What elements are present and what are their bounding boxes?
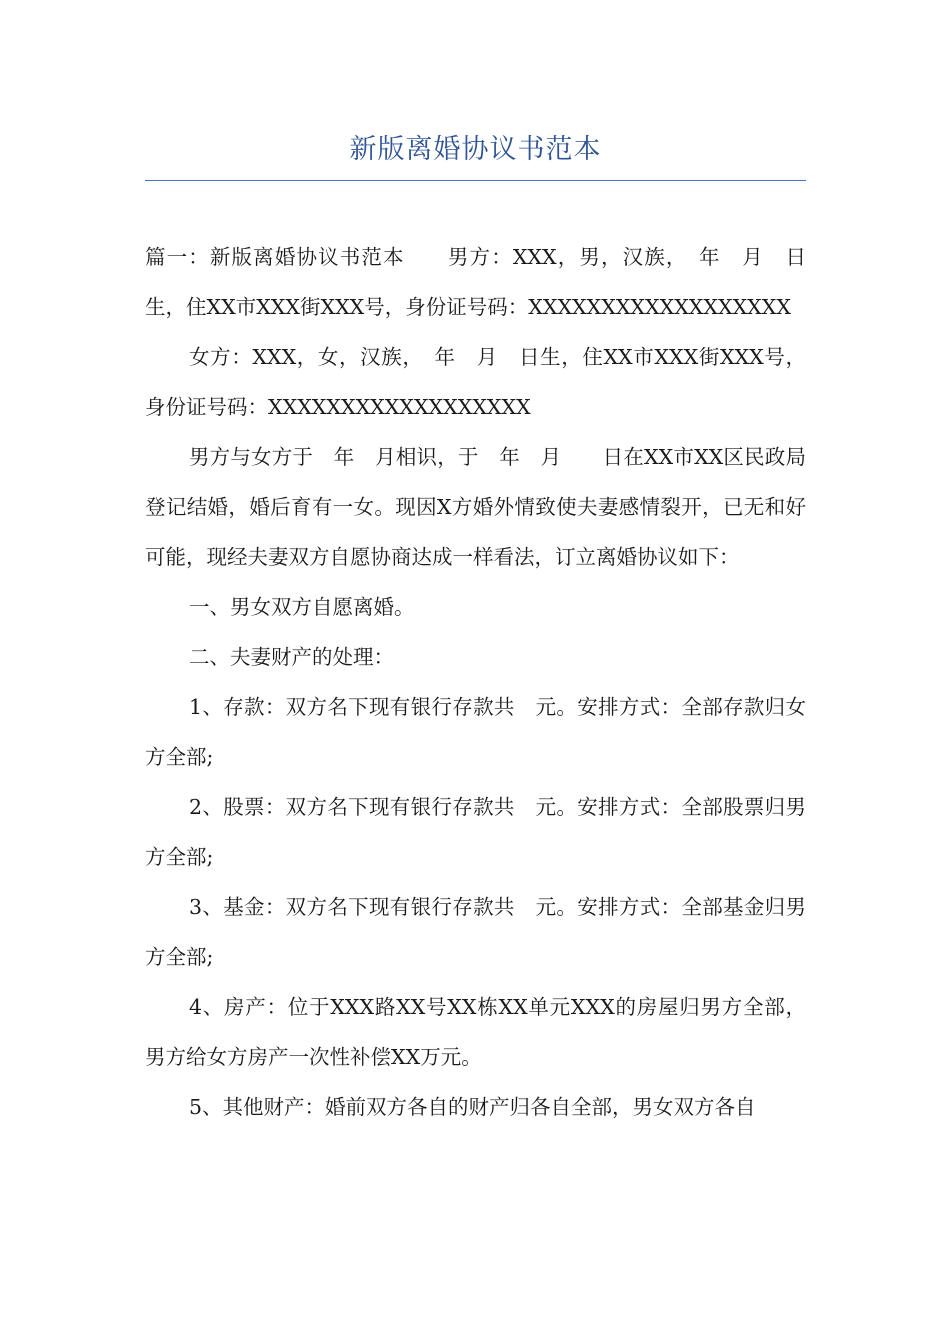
document-title: 新版离婚协议书范本 [349, 134, 602, 165]
paragraph-item-property: 4、房产：位于XXX路XX号XX栋XX单元XXX的房屋归男方全部，男方给女方房产一次性补偿XX万元。 [145, 995, 806, 1069]
title-underline [145, 180, 806, 181]
paragraph-background: 男方与女方于 年 月相识，于 年 月 日在XX市XX区民政局登记结婚，婚后育有一女。现因X方婚外情致使夫妻感情裂开，已无和好可能，现经夫妻双方自愿协商达成一样看法，订立离婚协议如下： [145, 445, 806, 569]
paragraph-item-deposits: 1、存款：双方名下现有银行存款共 元。安排方式：全部存款归女方全部; [145, 695, 806, 769]
paragraph-clause-2: 二、夫妻财产的处理： [189, 645, 394, 669]
paragraph-clause-1: 一、男女双方自愿离婚。 [189, 595, 415, 619]
paragraph-item-other: 5、其他财产：婚前双方各自的财产归各自全部，男女双方各自 [189, 1095, 756, 1119]
document-body [145, 232, 806, 1132]
paragraph-item-funds: 3、基金：双方名下现有银行存款共 元。安排方式：全部基金归男方全部; [145, 895, 806, 969]
paragraph-header: 篇一：新版离婚协议书范本 男方：XXX，男，汉族， 年 月 日生，住XX市XXX街XXX号，身份证号码：XXXXXXXXXXXXXXXXXX [145, 245, 806, 319]
paragraph-item-stocks: 2、股票：双方名下现有银行存款共 元。安排方式：全部股票归男方全部; [145, 795, 806, 869]
paragraph-female-party: 女方：XXX，女，汉族， 年 月 日生，住XX市XXX街XXX号，身份证号码：XXXXXXXXXXXXXXXXXX [145, 345, 806, 419]
